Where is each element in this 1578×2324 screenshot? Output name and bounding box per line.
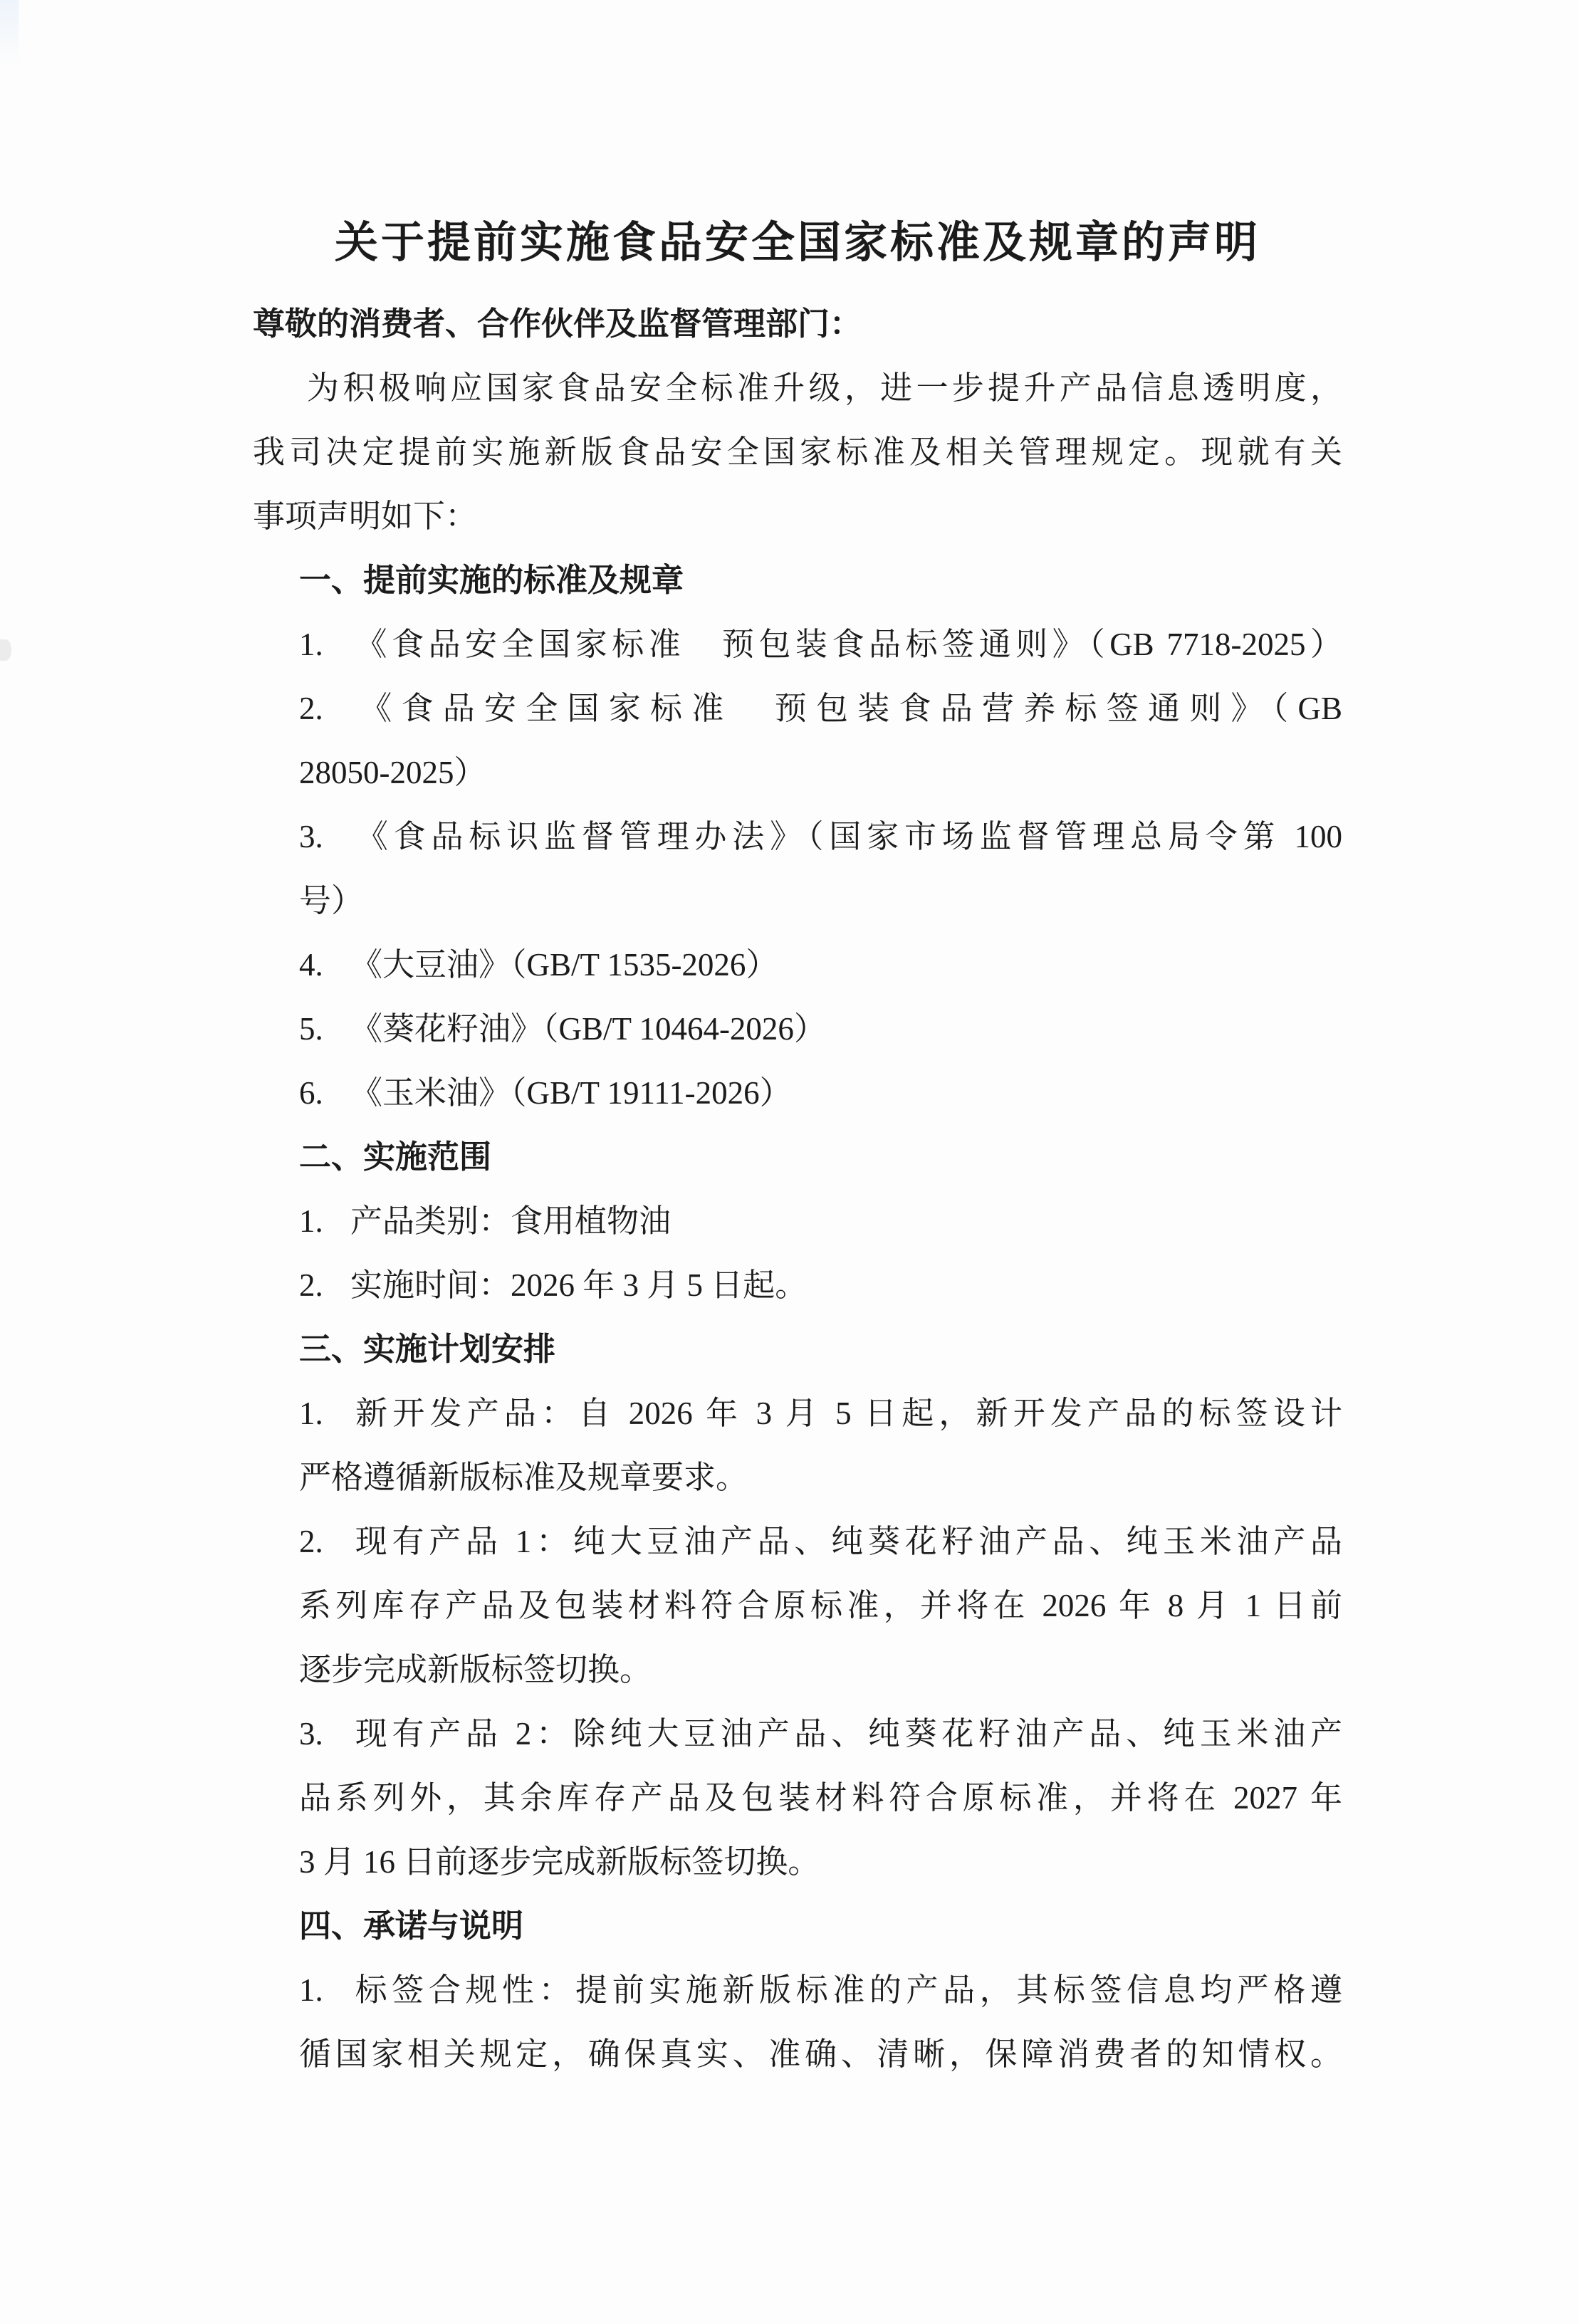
section-4-item-1 — [253, 1958, 1342, 2086]
section-3-item-1-line-1: 1. 新开发产品：自 2026 年 3 月 5 日起，新开发产品的标签设计 — [299, 1381, 1342, 1445]
section-1-item-3-line-1: 3. 《食品标识监督管理办法》（国家市场监督管理总局令第 100 — [299, 805, 1342, 869]
section-3-item-3-line-2: 品系列外，其余库存产品及包装材料符合原标准，并将在 2027 年 — [299, 1780, 1342, 1816]
intro-paragraph-line-2: 我司决定提前实施新版食品安全国家标准及相关管理规定。现就有关 — [253, 434, 1342, 470]
intro-paragraph-line-1: 为积极响应国家食品安全标准升级，进一步提升产品信息透明度， — [307, 370, 1342, 406]
section-3-heading — [253, 1317, 1342, 1381]
section-4-heading — [253, 1894, 1342, 1958]
section-2-item-2 — [253, 1253, 1342, 1317]
section-1-item-5 — [253, 997, 1342, 1061]
salutation-line-1: 尊敬的消费者、合作伙伴及监督管理部门： — [253, 306, 862, 342]
section-1-heading-line-1: 一、提前实施的标准及规章 — [299, 562, 684, 598]
section-2-item-1 — [253, 1189, 1342, 1253]
document-content — [253, 0, 1342, 2086]
section-2-heading — [253, 1125, 1342, 1189]
section-1-item-4 — [253, 933, 1342, 997]
item-marker: 6. — [299, 1075, 323, 1111]
section-1-item-1 — [253, 612, 1342, 676]
section-3-item-1-line-2: 严格遵循新版标准及规章要求。 — [299, 1460, 748, 1495]
item-marker: 3. — [299, 819, 323, 854]
section-1-item-5-line-1: 5. 《葵花籽油》（GB/T 10464-2026） — [299, 997, 1342, 1061]
section-1-item-6-line-1: 6. 《玉米油》（GB/T 19111-2026） — [299, 1061, 1342, 1125]
section-2-item-1-line-1: 1. 产品类别：食用植物油 — [299, 1189, 1342, 1253]
section-1-item-2-line-2: 28050-2025） — [299, 755, 486, 790]
item-marker: 1. — [299, 627, 323, 662]
item-marker: 2. — [299, 1524, 323, 1559]
section-3-item-3-line-1: 3. 现有产品 2：除纯大豆油产品、纯葵花籽油产品、纯玉米油产 — [299, 1702, 1342, 1766]
section-1-heading — [253, 548, 1342, 612]
document-body — [253, 292, 1342, 2086]
item-marker: 1. — [299, 1972, 323, 2008]
section-1-item-3-line-2: 号） — [299, 883, 364, 918]
section-3-item-2-line-2: 系列库存产品及包装材料符合原标准，并将在 2026 年 8 月 1 日前 — [299, 1588, 1342, 1623]
salutation — [253, 292, 1342, 356]
section-2-heading-line-1: 二、实施范围 — [299, 1139, 492, 1175]
intro-paragraph — [253, 356, 1342, 548]
section-1-item-3 — [253, 805, 1342, 933]
section-2-item-2-line-1: 2. 实施时间：2026 年 3 月 5 日起。 — [299, 1253, 1342, 1317]
section-3-item-1 — [253, 1381, 1342, 1509]
item-marker: 4. — [299, 947, 323, 983]
section-3-item-3 — [253, 1702, 1342, 1894]
document-title: 关于提前实施食品安全国家标准及规章的声明 — [334, 219, 1260, 267]
item-marker: 1. — [299, 1396, 323, 1431]
item-marker: 2. — [299, 691, 323, 726]
section-1-item-6 — [253, 1061, 1342, 1125]
section-1-item-4-line-1: 4. 《大豆油》（GB/T 1535-2026） — [299, 933, 1342, 997]
section-1-item-2-line-1: 2. 《食品安全国家标准 预包装食品营养标签通则》（GB — [299, 676, 1342, 740]
section-3-item-2-line-3: 逐步完成新版标签切换。 — [299, 1652, 652, 1687]
scan-artifact-smudge — [0, 639, 11, 661]
section-1-item-2 — [253, 676, 1342, 805]
item-marker: 2. — [299, 1267, 323, 1303]
section-4-item-1-line-1: 1. 标签合规性：提前实施新版标准的产品，其标签信息均严格遵 — [299, 1958, 1342, 2022]
intro-paragraph-line-3: 事项声明如下： — [253, 498, 478, 534]
item-marker: 3. — [299, 1716, 323, 1752]
section-3-heading-line-1: 三、实施计划安排 — [299, 1331, 556, 1367]
section-4-heading-line-1: 四、承诺与说明 — [299, 1908, 524, 1944]
section-3-item-3-line-3: 3 月 16 日前逐步完成新版标签切换。 — [299, 1844, 820, 1880]
section-4-item-1-line-2: 循国家相关规定，确保真实、准确、清晰，保障消费者的知情权。 — [299, 2036, 1342, 2072]
section-3-item-2 — [253, 1509, 1342, 1702]
section-3-item-2-line-1: 2. 现有产品 1：纯大豆油产品、纯葵花籽油产品、纯玉米油产品 — [299, 1509, 1342, 1574]
item-marker: 5. — [299, 1011, 323, 1047]
scan-artifact-corner — [0, 0, 19, 78]
section-1-item-1-line-1: 1. 《食品安全国家标准 预包装食品标签通则》（GB 7718-2025） — [299, 612, 1342, 676]
item-marker: 1. — [299, 1203, 323, 1239]
